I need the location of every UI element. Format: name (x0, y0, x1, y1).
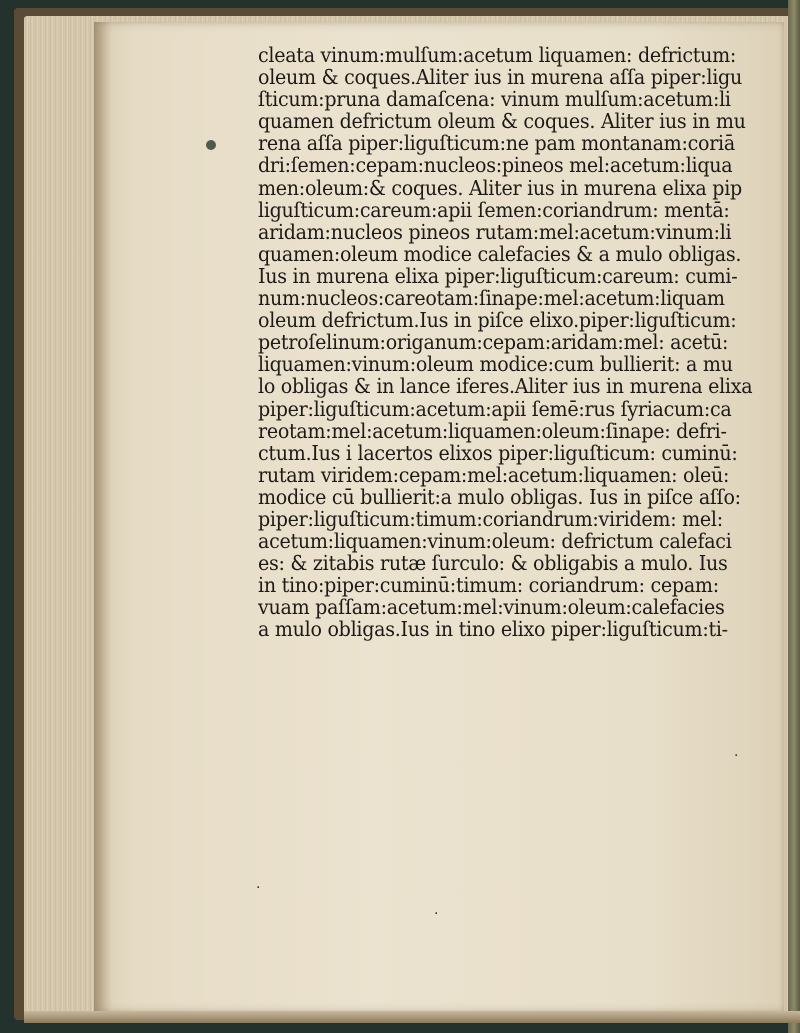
text-line: a mulo obligas.Ius in tino elixo piper:liguſticum:ti- (258, 617, 728, 642)
text-line: liguſticum:careum:apii ſemen:coriandrum: mentā: (258, 197, 730, 222)
stray-ink-mark: · (434, 906, 439, 922)
ink-dot-mark (206, 140, 216, 150)
text-line: petroſelinum:origanum:cepam:aridam:mel: acetū: (258, 330, 729, 355)
text-line: piper:liguſticum:timum:coriandrum:viridem: mel: (258, 506, 723, 531)
text-line: vuam paſſam:acetum:mel:vinum:oleum:calefacies (258, 595, 725, 620)
text-line: modice cū bullierit:a mulo obligas. Ius in piſce aſſo: (258, 484, 741, 509)
stray-ink-mark: · (256, 880, 261, 896)
text-line: ctum.Ius i lacertos elixos piper:liguſticum: cuminū: (258, 440, 738, 465)
gutter-shadow (94, 22, 112, 1012)
text-line: num:nucleos:careotam:ſinape:mel:acetum:liquam (258, 286, 725, 311)
text-line: quamen:oleum modice calefacies & a mulo obligas. (258, 241, 742, 266)
right-binding-strip (788, 0, 800, 1033)
text-line: piper:liguſticum:acetum:apii ſemē:rus ſyriacum:ca (258, 396, 732, 421)
text-line: aridam:nucleos pineos rutam:mel:acetum:vinum:li (258, 219, 732, 244)
text-line: in tino:piper:cuminū:timum: coriandrum: cepam: (258, 573, 719, 598)
text-line: men:oleum:& coques. Aliter ius in murena elixa pip (258, 175, 742, 200)
text-line: ſticum:pruna damaſcena: vinum mulſum:acetum:li (258, 87, 731, 112)
text-line: reotam:mel:acetum:liquamen:oleum:ſinape: defri- (258, 418, 727, 443)
text-line: dri:ſemen:cepam:nucleos:pineos mel:acetum:liqua (258, 153, 733, 178)
text-line: es: & zitabis rutæ ſurculo: & obligabis a mulo. Ius (258, 551, 728, 576)
text-line: oleum & coques.Aliter ius in murena aſſa piper:ligu (258, 65, 742, 90)
text-line: liquamen:vinum:oleum modice:cum bullierit: a mu (258, 352, 733, 377)
text-line: Ius in murena elixa piper:liguſticum:careum: cumi- (258, 263, 738, 288)
text-line: cleata vinum:mulſum:acetum liquamen: defrictum: (258, 43, 737, 67)
text-line: rutam viridem:cepam:mel:acetum:liquamen: oleū: (258, 462, 730, 487)
text-block (258, 44, 778, 641)
text-line: quamen defrictum oleum & coques. Aliter ius in mu (258, 109, 746, 134)
bottom-page-edges (24, 1011, 800, 1023)
text-line: oleum defrictum.Ius in piſce elixo.piper:liguſticum: (258, 308, 737, 333)
text-line: rena aſſa piper:liguſticum:ne pam montanam:coriā (258, 131, 735, 156)
text-line: lo obligas & in lance iferes.Aliter ius in murena elixa (258, 374, 753, 399)
stray-ink-mark: · (734, 748, 739, 764)
text-line: acetum:liquamen:vinum:oleum: defrictum calefaci (258, 529, 732, 554)
